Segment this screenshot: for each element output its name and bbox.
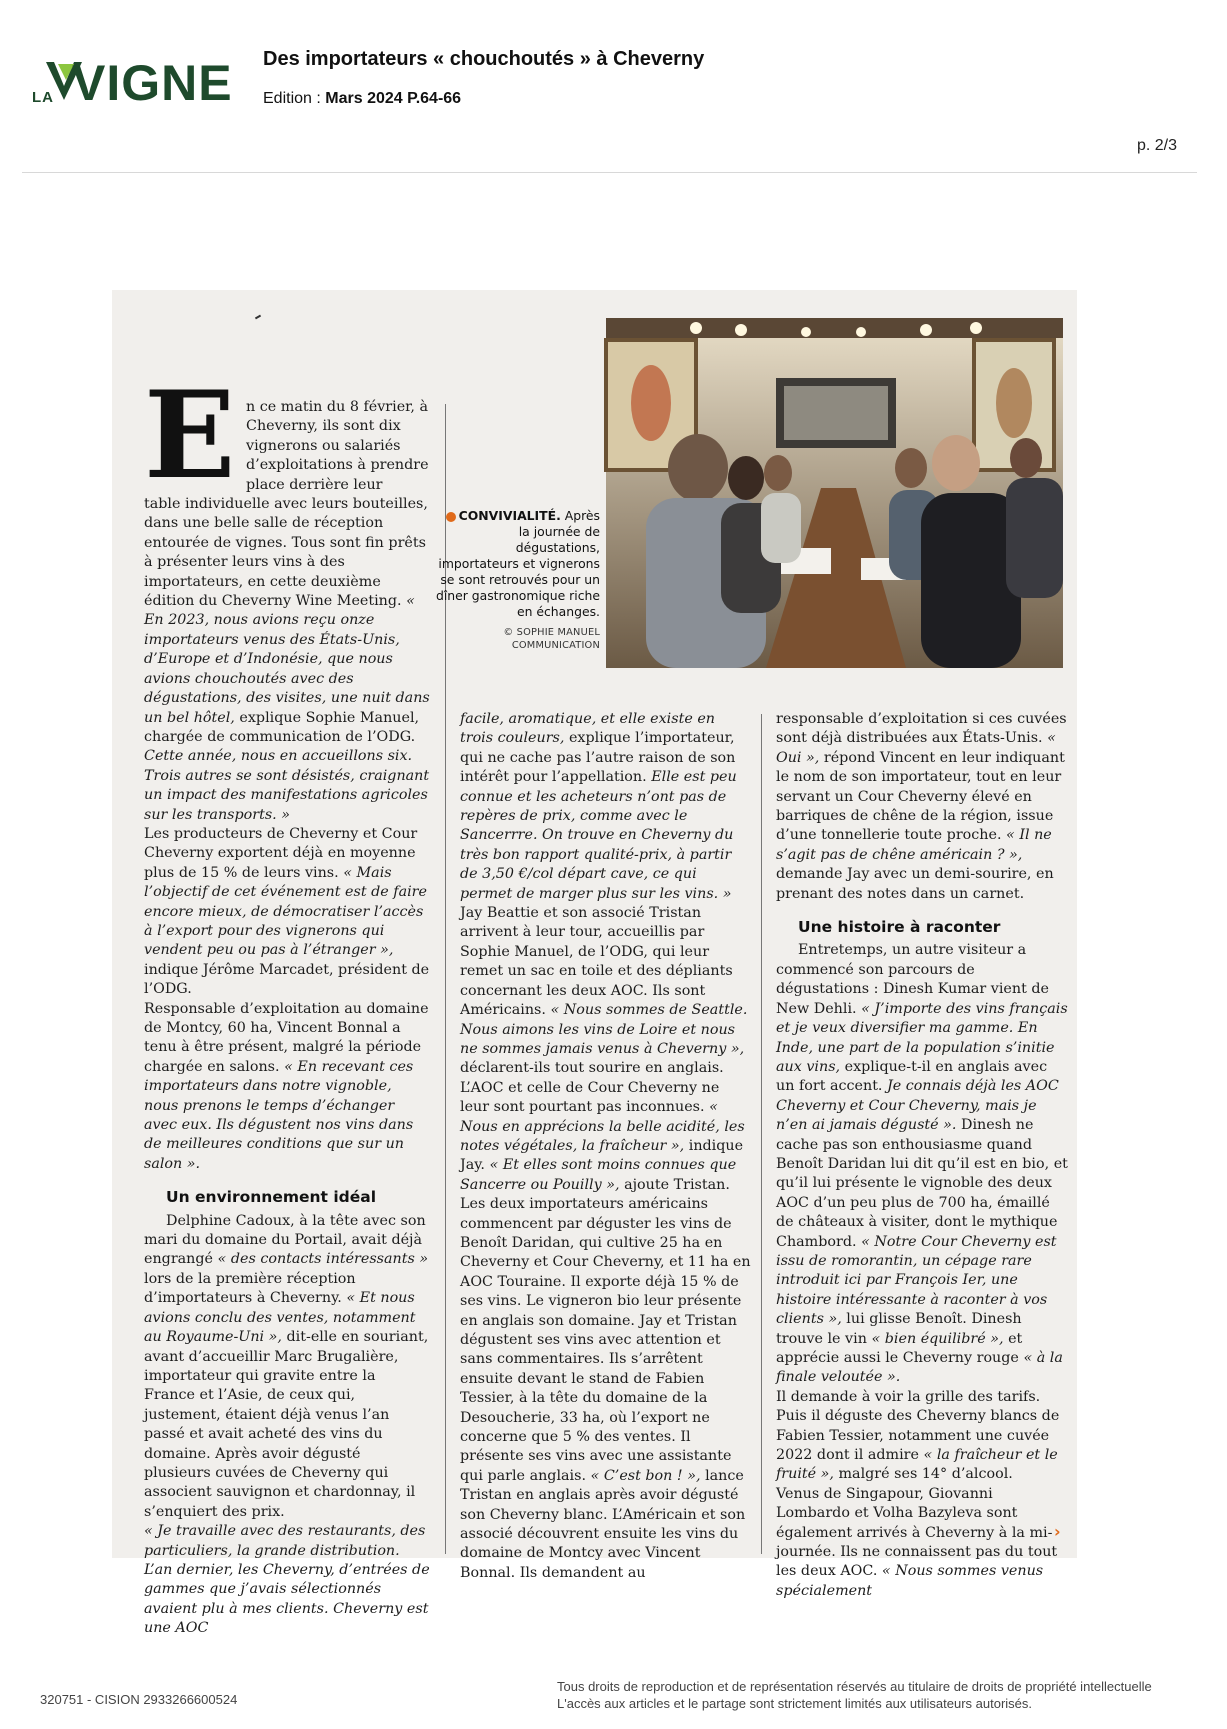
dinner-photo-image: [606, 318, 1063, 668]
paragraph: Entretemps, un autre visiteur a commencé son parcours de dégustations : Dinesh Kumar vient de New Dehli. « J’importe des vins français et je veux diversifier ma gamme. En Inde, une part de la population s’initie aux vins, explique-t-il en anglais avec un fort accent. Je connais déjà les AOC Cheverny et Cour Cheverny, mais je n’en ai jamais dégusté ». Dinesh ne cache pas son enthousiasme quand Benoît Daridan lui dit qu’il est en bio, et qu’il lui présente le vignoble des deux AOC d’un peu plus de 700 ha, émaillé de châteaux à visiter, dont le mythique Chambord. « Notre Cour Cheverny est issu de romorantin, un cépage rare introduit ici par François Ier, une histoire intéressante à raconter à vos clients », lui glisse Benoît. Dinesh trouve le vin « bien équilibré », et apprécie aussi le Cheverny rouge « à la finale veloutée ».: [776, 942, 1068, 1386]
header-divider: [22, 172, 1197, 173]
edition-line: [263, 90, 461, 108]
article-column-3: [776, 710, 1068, 1601]
copyright-line: Tous droits de reproduction et de représentation réservés au titulaire de droits de propriété intellectuelle: [557, 1679, 1152, 1694]
scan-mark: [255, 315, 261, 320]
footer-copyright: [557, 1678, 1197, 1712]
paragraph: Il demande à voir la grille des tarifs. Puis il déguste des Cheverny blancs de Fabien Tessier, notamment une cuvée 2022 dont il admire « la fraîcheur et le fruité », malgré ses 14° d’alcool.: [776, 1388, 1060, 1483]
caption-text: Après la journée de dégustations, importateurs et vignerons se sont retrouvés pour un dîner gastronomique riche en échanges.: [435, 508, 600, 619]
scanned-article: [112, 290, 1077, 1637]
logo-prefix: LA: [32, 89, 54, 106]
logo-wordmark: VIGNE: [72, 55, 233, 111]
paragraph: « Je travaille avec des restaurants, des particuliers, la grande distribution. L’an dernier, les Cheverny, d’entrées de gammes que j’avais sélectionnés avaient plu à mes clients. Cheverny est une AOC: [144, 1523, 430, 1637]
edition-label: Edition :: [263, 90, 326, 107]
drop-cap: E: [144, 365, 236, 506]
paragraph: Delphine Cadoux, à la tête avec son mari du domaine du Portail, avait déjà engrangé « des contacts intéressants » lors de la première réception d’importateurs à Cheverny. « Et nous avions conclu des ventes, notamment au Royaume-Uni », dit-elle en souriant, avant d’accueillir Marc Brugalière, importateur qui gravite entre la France et l’Asie, de ceux qui, justement, étaient déjà venus l’an passé et avait acheté des vins du domaine. Après avoir dégusté plusieurs cuvées de Cheverny qui associent sauvignon et chardonnay, il s’enquiert des prix.: [144, 1212, 429, 1520]
subheading: Une histoire à raconter: [798, 918, 1001, 937]
paragraph: Venus de Singapour, Giovanni Lombardo et Volha Bazyleva sont également arrivés à Cheverny à la mi-journée. Ils ne connaissent pas du tout les deux AOC. « Nous sommes venus spécialement: [776, 1485, 1058, 1599]
edition-value: Mars 2024 P.64-66: [325, 90, 462, 107]
photo-caption: [432, 508, 600, 652]
bullet-icon: [446, 512, 456, 522]
intro-lines: n ce matin du 8 février, à Cheverny, ils sont dix vignerons ou salariés d’exploitations à prendre place derrière leur: [246, 399, 429, 493]
la-vigne-logo: [32, 55, 233, 112]
subheading: Un environnement idéal: [166, 1188, 377, 1207]
copyright-line: L'accès aux articles et le partage sont strictement limités aux utilisateurs autorisés.: [557, 1696, 1033, 1711]
column-divider: [761, 714, 762, 1554]
continue-arrow-icon: ›: [1054, 1522, 1061, 1541]
footer-reference: 320751 - CISION 2933266600524: [40, 1692, 238, 1707]
page-number: p. 2/3: [1136, 137, 1177, 154]
article-column-2: [460, 710, 752, 1583]
paragraph: Jay Beattie et son associé Tristan arrivent à leur tour, accueillis par Sophie Manuel, de l’ODG, qui leur remet un sac en toile et des dépliants concernant les deux AOC. Ils sont Américains. « Nous sommes de Seattle. Nous aimons les vins de Loire et nous ne sommes jamais venus à Cheverny », déclarent-ils tout sourire en anglais. L’AOC et celle de Cour Cheverny ne leur sont pourtant pas inconnues. « Nous en apprécions la belle acidité, les notes végétales, la fraîcheur », indique Jay. « Et elles sont moins connues que Sancerre ou Pouilly », ajoute Tristan.: [460, 905, 748, 1193]
article-title: Des importateurs « chouchoutés » à Cheverny: [263, 48, 705, 70]
paragraph: facile, aromatique, et elle existe en trois couleurs, explique l’importateur, qui ne cache pas l’autre raison de son intérêt pour l’appellation. Elle est peu connue et les acheteurs n’ont pas de repères de prix, comme avec le Sancerrre. On trouve en Cheverny du très bon rapport qualité-prix, à partir de 3,50 €/col départ cave, ce qui permet de marger plus sur les vins. »: [460, 711, 737, 902]
paragraph: Responsable d’exploitation au domaine de Montcy, 60 ha, Vincent Bonnal a tenu à être présent, malgré la période chargée en salons. « En recevant ces importateurs dans notre vignoble, nous prenons le temps d’échanger avec eux. Ils dégustent nos vins dans de meilleures conditions que sur un salon ».: [144, 1000, 429, 1172]
paragraph: responsable d’exploitation si ces cuvées sont déjà distribuées aux États-Unis. « Oui », répond Vincent en leur indiquant le nom de son importateur, tout en leur servant un Cour Cheverny élevé en barriques de chêne de la région, issue d’une tonnellerie toute proche. « Il ne s’agit pas de chêne américain ? », demande Jay avec un demi-sourire, en prenant des notes dans un carnet.: [776, 711, 1067, 902]
caption-heading: CONVIVIALITÉ.: [458, 508, 561, 523]
paragraph: Les producteurs de Cheverny et Cour Cheverny exportent déjà en moyenne plus de 15 % de leurs vins. « Mais l’objectif de cet événement est de faire encore mieux, de démocratiser l’accès à l’export pour des vignerons qui vendent peu ou pas à l’étranger », indique Jérôme Marcadet, président de l’ODG.: [144, 825, 430, 998]
paragraph: Les deux importateurs américains commencent par déguster les vins de Benoît Daridan, qui cultive 25 ha en Cheverny et Cour Cheverny, et 11 ha en AOC Touraine. Il exporte déjà 15 % de ses vins. Le vigneron bio leur présente en anglais son domaine. Jay et Tristan dégustent ses vins avec attention et sans commentaires. Ils s’arrêtent ensuite devant le stand de Fabien Tessier, à la tête du domaine de la Desoucherie, 33 ha, où l’export ne concerne que 5 % des ventes. Il présente ses vins avec une assistante qui parle anglais. « C’est bon ! », lance Tristan en anglais après avoir dégusté son Cheverny blanc. L’Américain et son associé découvrent ensuite les vins du domaine de Montcy avec Vincent Bonnal. Ils demandent au: [460, 1196, 751, 1581]
photo-credit: © SOPHIE MANUEL COMMUNICATION: [503, 627, 600, 651]
article-column-1: [144, 398, 430, 1639]
dinner-photo: [606, 318, 1063, 668]
paragraph: table individuelle avec leurs bouteilles, dans une belle salle de réception entourée de vignes. Tous sont fin prêts à présenter leurs vins à des importateurs, en cette deuxième édition du Cheverny Wine Meeting. « En 2023, nous avions reçu onze importateurs venus des États-Unis, d’Europe et d’Indonésie, que nous avions chouchoutés avec des dégustations, des visites, une nuit dans un bel hôtel, explique Sophie Manuel, chargée de communication de l’ODG. Cette année, nous en accueillons six. Trois autres se sont désistés, craignant un impact des manifestations agricoles sur les transports. »: [144, 496, 430, 823]
